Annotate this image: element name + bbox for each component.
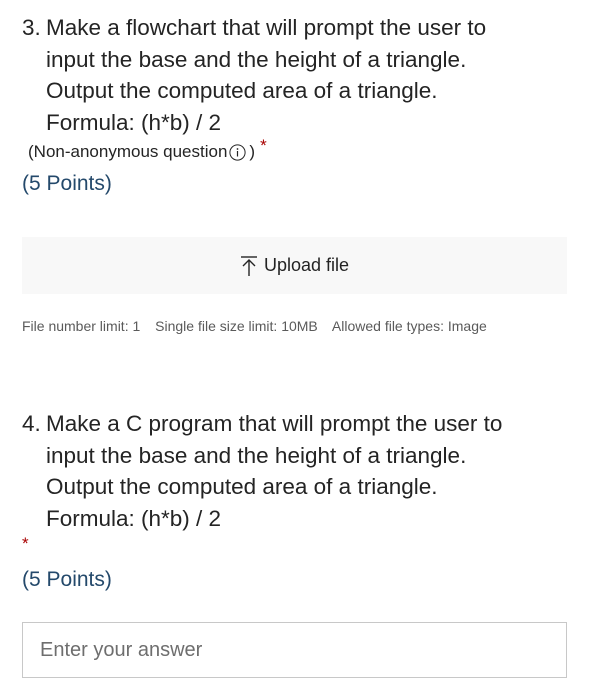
question-4 [22,408,567,534]
question-3 [22,12,567,138]
question-3-line-1: Make a flowchart that will prompt the user to [46,15,487,40]
question-3-line-2: input the base and the height of a triangle. [46,46,467,72]
upload-file-label: Upload file [263,255,350,275]
question-4-line-3: Output the computed area of a triangle. [46,474,438,499]
answer-input[interactable] [22,622,567,678]
non-anonymous-close: ) [249,142,256,161]
question-3-required-mark: * [260,136,267,155]
non-anonymous-note [28,136,267,163]
question-4-title [22,408,567,534]
question-4-points: (5 Points) [22,568,112,591]
question-4-line-4: Formula: (h*b) / 2 [46,505,222,531]
question-3-line-3: Output the computed area of a triangle. [46,78,438,103]
upload-file-content [240,255,349,277]
file-number-limit: File number limit: 1 [22,318,141,334]
question-4-line-1: Make a C program that will prompt the user to [46,411,503,436]
upload-file-button[interactable] [22,237,567,294]
question-3-number: 3. [22,15,41,40]
question-3-line-4: Formula: (h*b) / 2 [46,109,222,135]
info-icon[interactable] [229,144,246,161]
upload-arrow-icon [240,255,258,277]
non-anonymous-label: (Non-anonymous question [28,142,228,161]
question-3-title [22,12,567,138]
question-3-points: (5 Points) [22,172,112,195]
question-4-required-mark: * [22,534,29,553]
question-4-number: 4. [22,411,41,436]
file-types-allowed: Allowed file types: Image [331,318,487,334]
file-limits [22,317,498,335]
question-4-line-2: input the base and the height of a triangle. [46,442,467,468]
file-size-limit: Single file size limit: 10MB [155,318,318,334]
